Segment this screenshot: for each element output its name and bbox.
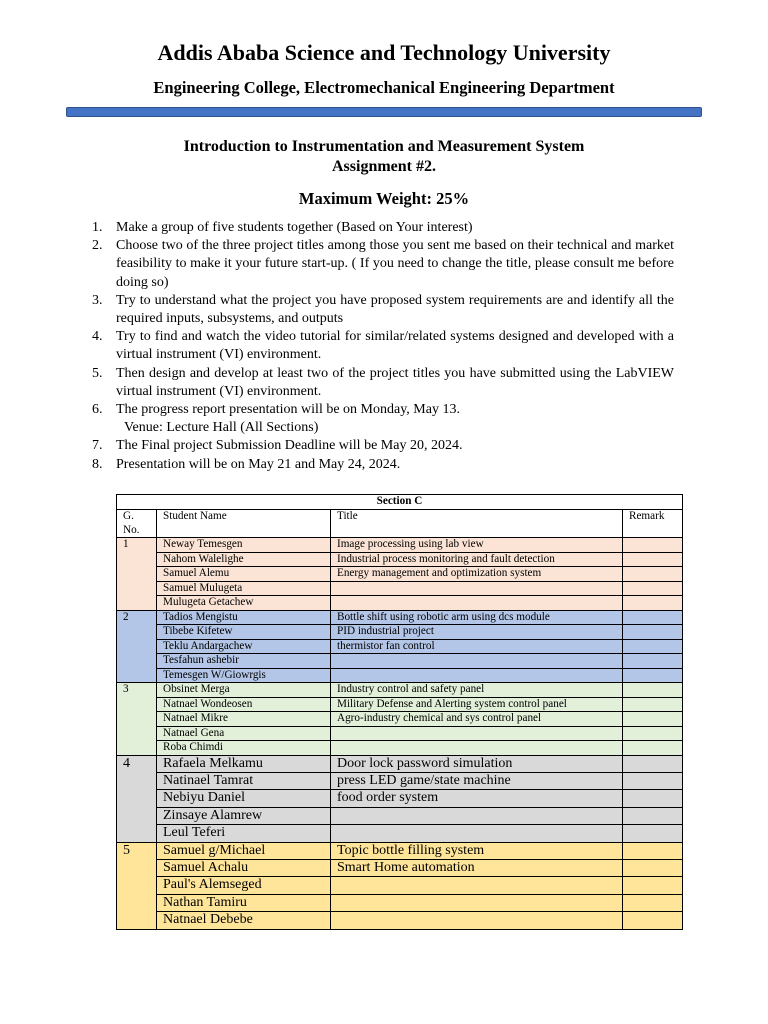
project-title: Industrial process monitoring and fault detection (331, 552, 623, 567)
project-title (331, 741, 623, 756)
remark-cell (623, 538, 683, 553)
student-name: Paul's Alemseged (157, 877, 331, 894)
task-text: Venue: Lecture Hall (All Sections) (124, 420, 319, 436)
project-title (331, 668, 623, 683)
project-title: Agro-industry chemical and sys control panel (331, 712, 623, 727)
project-title (331, 912, 623, 929)
table-row (117, 567, 683, 582)
remark-cell (623, 755, 683, 772)
table-row (117, 790, 683, 807)
student-name: Neway Temesgen (157, 538, 331, 553)
task-text: The Final project Submission Deadline will be May 20, 2024. (116, 438, 463, 454)
remark-cell (623, 859, 683, 876)
header-title: Title (331, 510, 623, 538)
group-number: 3 (117, 683, 157, 756)
table-row (117, 741, 683, 756)
header-student-name: Student Name (157, 510, 331, 538)
remark-cell (623, 552, 683, 567)
student-name: Leul Teferi (157, 825, 331, 842)
task-number: 7. (92, 438, 103, 454)
remark-cell (623, 697, 683, 712)
table-row (117, 581, 683, 596)
task-number: 2. (92, 238, 103, 254)
task-item (92, 437, 674, 455)
maximum-weight: Maximum Weight: 25% (298, 189, 470, 208)
remark-cell (623, 877, 683, 894)
assignment-heading (0, 137, 768, 177)
header-group-no: G. No. (117, 510, 157, 538)
remark-cell (623, 790, 683, 807)
student-name: Mulugeta Getachew (157, 596, 331, 611)
task-text: Try to understand what the project you have proposed system requirements are and identify all the required inputs, subsystems, and outputs (116, 292, 674, 327)
student-name: Natnael Wondeosen (157, 697, 331, 712)
task-number: 8. (92, 456, 103, 472)
header-divider (66, 107, 702, 117)
task-text: Make a group of five students together (Based on Your interest) (116, 220, 473, 235)
project-title (331, 726, 623, 741)
student-name: Teklu Andargachew (157, 639, 331, 654)
project-title (331, 807, 623, 824)
student-name: Rafaela Melkamu (157, 755, 331, 772)
table-row (117, 596, 683, 611)
remark-cell (623, 772, 683, 789)
remark-cell (623, 596, 683, 611)
remark-cell (623, 610, 683, 625)
project-title (331, 596, 623, 611)
table-row (117, 859, 683, 876)
table-row (117, 877, 683, 894)
student-name: Nahom Walelighe (157, 552, 331, 567)
task-item (92, 328, 674, 364)
student-name: Natnael Mikre (157, 712, 331, 727)
table-row (117, 807, 683, 824)
task-number: 5. (92, 365, 103, 381)
table-row (117, 610, 683, 625)
table-row (117, 625, 683, 640)
task-item (92, 456, 674, 474)
student-name: Zinsaye Alamrew (157, 807, 331, 824)
group-number: 2 (117, 610, 157, 683)
student-name: Tadios Mengistu (157, 610, 331, 625)
project-title: PID industrial project (331, 625, 623, 640)
task-item (92, 219, 674, 237)
project-title: Bottle shift using robotic arm using dcs module (331, 610, 623, 625)
table-row (117, 726, 683, 741)
project-title (331, 877, 623, 894)
task-item (92, 401, 674, 419)
table-row (117, 697, 683, 712)
section-heading: Section C (117, 495, 683, 510)
remark-cell (623, 825, 683, 842)
project-title: Topic bottle filling system (331, 842, 623, 859)
assignment-number: Assignment #2. (331, 158, 436, 175)
project-title: food order system (331, 790, 623, 807)
remark-cell (623, 741, 683, 756)
table-row (117, 639, 683, 654)
project-title: Door lock password simulation (331, 755, 623, 772)
table-row (117, 894, 683, 911)
project-title: Energy management and optimization system (331, 567, 623, 582)
task-number: 3. (92, 292, 103, 308)
task-text: The progress report presentation will be on Monday, May 13. (116, 402, 460, 418)
course-title: Introduction to Instrumentation and Measurement System (183, 138, 585, 155)
group-number: 5 (117, 842, 157, 929)
student-name: Nathan Tamiru (157, 894, 331, 911)
student-name: Roba Chimdi (157, 741, 331, 756)
header-remark: Remark (623, 510, 683, 538)
task-item (92, 292, 674, 328)
remark-cell (623, 654, 683, 669)
student-name: Nebiyu Daniel (157, 790, 331, 807)
student-name: Natnael Debebe (157, 912, 331, 929)
table-row (117, 842, 683, 859)
student-name: Samuel Alemu (157, 567, 331, 582)
table-row (117, 538, 683, 553)
table-row (117, 825, 683, 842)
task-text: Try to find and watch the video tutorial for similar/related systems designed and developed with a virtual instrument (VI) environment. (116, 329, 674, 363)
remark-cell (623, 567, 683, 582)
task-item (116, 419, 674, 437)
remark-cell (623, 683, 683, 698)
task-number: 4. (92, 329, 103, 345)
table-row (117, 772, 683, 789)
task-number: 6. (92, 402, 103, 418)
task-text: Then design and develop at least two of the project titles you have submitted using the LabVIEW virtual instrument (VI) environment. (116, 365, 674, 399)
remark-cell (623, 726, 683, 741)
project-title (331, 825, 623, 842)
project-title: Smart Home automation (331, 859, 623, 876)
remark-cell (623, 712, 683, 727)
remark-cell (623, 842, 683, 859)
remark-cell (623, 581, 683, 596)
remark-cell (623, 807, 683, 824)
student-name: Temesgen W/Giowrgis (157, 668, 331, 683)
table-row (117, 712, 683, 727)
table-row (117, 552, 683, 567)
task-text: Presentation will be on May 21 and May 24, 2024. (116, 456, 401, 472)
project-title (331, 581, 623, 596)
remark-cell (623, 625, 683, 640)
remark-cell (623, 639, 683, 654)
student-name: Tibebe Kifetew (157, 625, 331, 640)
department-name: Engineering College, Electromechanical Engineering Department (153, 78, 615, 97)
table-row (117, 912, 683, 929)
project-title: thermistor fan control (331, 639, 623, 654)
student-name: Samuel Achalu (157, 859, 331, 876)
project-title (331, 654, 623, 669)
project-title (331, 894, 623, 911)
project-title: press LED game/state machine (331, 772, 623, 789)
student-name: Samuel g/Michael (157, 842, 331, 859)
group-number: 4 (117, 755, 157, 842)
task-list (92, 219, 674, 474)
table-row (117, 654, 683, 669)
task-number: 1. (92, 220, 103, 235)
table-header-row (117, 510, 683, 538)
section-table (116, 494, 683, 930)
table-row (117, 668, 683, 683)
group-number: 1 (117, 538, 157, 611)
university-name: Addis Ababa Science and Technology University (157, 40, 611, 65)
remark-cell (623, 894, 683, 911)
remark-cell (623, 668, 683, 683)
student-name: Tesfahun ashebir (157, 654, 331, 669)
table-row (117, 755, 683, 772)
project-title: Military Defense and Alerting system control panel (331, 697, 623, 712)
student-name: Natinael Tamrat (157, 772, 331, 789)
task-item (92, 237, 674, 292)
student-name: Obsinet Merga (157, 683, 331, 698)
remark-cell (623, 912, 683, 929)
student-name: Samuel Mulugeta (157, 581, 331, 596)
task-text: Choose two of the three project titles among those you sent me based on their technical and market feasibility to make it your future start-up. ( If you need to change the title, please consult me before doing so) (116, 238, 674, 290)
table-row (117, 683, 683, 698)
task-item (92, 365, 674, 401)
project-title: Image processing using lab view (331, 538, 623, 553)
project-title: Industry control and safety panel (331, 683, 623, 698)
student-name: Natnael Gena (157, 726, 331, 741)
